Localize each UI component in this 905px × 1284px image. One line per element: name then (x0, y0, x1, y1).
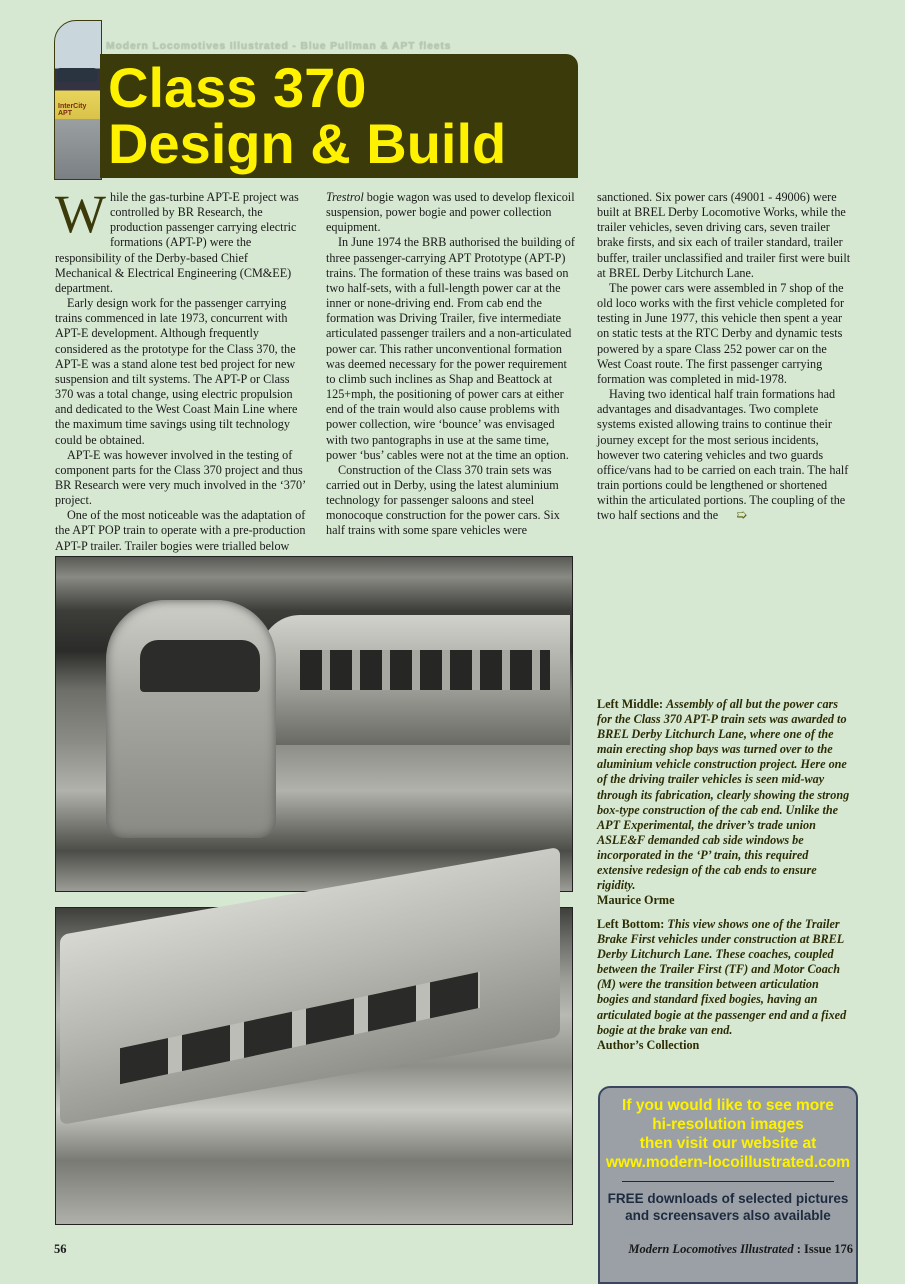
article-column-2 (326, 190, 578, 539)
caption-text: This view shows one of the Trailer Brake First vehicles under construction at BREL Derby Litchurch Lane. These coaches, coupled between the Trailer First (TF) and Motor Coach (M) were the transition between articulation bogies and standard fixed bogies, having an articulated bogie at the passenger end and a fixed bogie at the brake van end. (597, 917, 847, 1037)
promo-sub-line: FREE downloads of selected pictures (607, 1191, 849, 1206)
article-column-3 (597, 190, 853, 523)
caption-lead: Left Bottom: (597, 917, 665, 931)
paragraph-text: One of the most noticeable was the adaptation of the APT POP train to operate with a pre-production APT-P trailer. Trailer bogies were trialled below (55, 508, 306, 553)
header-thumbnail-photo (54, 20, 102, 180)
section-kicker: Modern Locomotives Illustrated - Blue Pullman & APT fleets (106, 40, 452, 52)
promo-divider (622, 1181, 834, 1182)
promo-website-link[interactable]: www.modern-locoillustrated.com (605, 1154, 850, 1171)
caption-left-bottom (597, 917, 853, 1053)
paragraph: Early design work for the passenger carrying trains commenced in late 1973, concurrent with APT-E development. Although frequently considered as the prototype for the Class 370, the APT-E was a stand alone test bed project for new suspension and tilt systems. The APT-P or Class 370 was a total change, using electric propulsion and dedicated to the West Coast Main Line where the maximum time savings using tilt technology could be obtained. (55, 296, 298, 447)
title-banner (100, 54, 578, 178)
photo-side-windows (300, 650, 550, 690)
thumbnail-livery-text: InterCity APT (58, 103, 87, 117)
continue-arrow-icon: ➯ (736, 508, 748, 524)
article-column-1 (55, 184, 307, 569)
caption-lead: Left Middle: (597, 697, 664, 711)
caption-left-middle (597, 697, 853, 908)
paragraph-text: hile the gas-turbine APT-E project was controlled by BR Research, the production passenger carrying electric formations (APT-P) were the responsibility of the Derby-based Chief Mechanical & Electrical Engineering (CM&EE) department. (55, 190, 299, 295)
paragraph-text: Having two identical half train formations had advantages and disadvantages. Two complete systems existed allowing trains to continue their journey except for the most serious incidents, however two catering vehicles and two guards office/vans had to be carried on each train. The half train portions could be lengthened or shortened within the articulated portions. The coupling of the two half sections and the (597, 387, 849, 523)
issue-number: : Issue 176 (793, 1242, 853, 1256)
promo-line: If you would like to see more (622, 1097, 834, 1114)
paragraph: APT-E was however involved in the testing of component parts for the Class 370 project and thus BR Research were very much involved in the ‘370’ project. (55, 447, 306, 508)
page-title-line-1: Class 370 (108, 56, 367, 119)
promo-line: hi-resolution images (652, 1116, 804, 1133)
paragraph (597, 387, 853, 523)
magazine-issue (628, 1242, 853, 1257)
promo-headline (600, 1096, 856, 1172)
paragraph (55, 184, 307, 296)
paragraph: In June 1974 the BRB authorised the building of three passenger-carrying APT Prototype (APT-P) trains. The formation of these trains was based on two half-sets, with a full-length power car at the inner or none-driving end. From cab end the formation was Driving Trailer, five intermediate articulated passenger trailers and a non-articulated power car. This rather unconventional formation was deemed necessary for the power requirement to climb such inclines as Shap and Beattock at 125+mph, the positioning of power cars at either end of the train would also cause problems with power collection, wire ‘bounce’ was envisaged with two pantographs in use at the same time, power ‘bus’ cables were not at the time an option. (326, 235, 575, 462)
page-number: 56 (54, 1242, 67, 1256)
magazine-name: Modern Locomotives Illustrated (628, 1242, 794, 1256)
paragraph: Construction of the Class 370 train sets was carried out in Derby, using the latest aluminium technology for passenger saloons and steel monocoque construction for the power cars. Six half trains with some spare vehicles were (326, 462, 560, 538)
paragraph (326, 190, 578, 235)
photo-credit: Author’s Collection (597, 1037, 700, 1052)
promo-line: then visit our website at (639, 1135, 817, 1152)
page-title-line-2: Design & Build (108, 112, 507, 175)
photo-cab-window (140, 640, 260, 692)
drop-cap: W (55, 184, 106, 244)
photo-cab-end (106, 600, 276, 838)
promo-sub-line: and screensavers also available (625, 1208, 831, 1223)
caption-text: Assembly of all but the power cars for the Class 370 APT-P train sets was awarded to BREL Derby Litchurch Lane, where one of the main erecting shop bays was turned over to the aluminium vehicle construction project. Here one of the driving trailer vehicles is seen mid-way through its fabrication, clearly showing the strong box-type construction of the cab end. Unlike the APT Experimental, the driver’s trade union ASLE&F demanded cab side windows be incorporated in the ‘P’ train, this required extensive redesign of the cab ends to ensure rigidity. (597, 697, 850, 893)
photo-credit: Maurice Orme (597, 893, 675, 908)
wagon-name: Trestrol (326, 190, 364, 204)
thumbnail-windscreen (57, 68, 97, 82)
paragraph: sanctioned. Six power cars (49001 - 49006) were built at BREL Derby Locomotive Works, while the trailer vehicles, seven driving cars, seven trailer brake firsts, and six each of trailer standard, trailer buffer, trailer unclassified and trailer first were built at BREL Derby Litchurch Lane. (597, 190, 851, 280)
paragraph-text: bogie wagon was used to develop flexicoil suspension, power bogie and power collection equipment. (326, 190, 575, 235)
promo-subtext (600, 1190, 856, 1224)
paragraph: The power cars were assembled in 7 shop of the old loco works with the first vehicle completed for testing in June 1977, this vehicle then spent a year on static tests at the RTC Derby and dynamic tests powered by a spare Class 252 power car on the West Coast route. The first passenger carrying formation was completed in mid-1978. (597, 280, 845, 386)
